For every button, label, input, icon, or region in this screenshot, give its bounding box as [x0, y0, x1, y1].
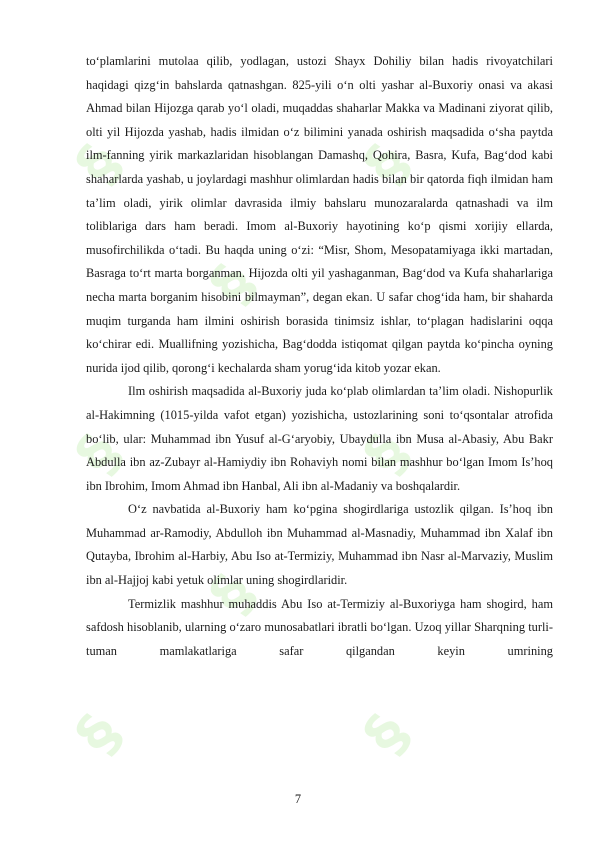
watermark-mark: § — [62, 422, 135, 486]
watermark-mark: § — [196, 252, 269, 316]
watermark-mark: § — [350, 422, 423, 486]
paragraph: to‘plamlarini mutolaa qilib, yodlagan, ustozi Shayx Dohiliy bilan hadis rivoyatchilari haqidagi qizg‘in bahslarda qatnashgan. 825-yili o‘n olti yashar al-Buxoriy onasi va akasi Ahmad bilan Hijozga qarab yo‘l oladi, muqaddas shaharlar Makka va Madinani ziyorat qilib, olti yil Hijozda yashab, hadis ilmidan o‘z bilimini yanada oshirish maqsadida o‘sha paytda ilm-fanning yirik markazlaridan hisoblangan Damashq, Qohira, Basra, Kufa, Bag‘dod kabi shaharlarda yashab, u joylardagi mashhur olimlardan hadis bilan bir qatorda fiqh ilmidan ham ta’lim oladi, yirik olimlar davrasida ilmiy bahslaru munozaralarda qatnashadi va ilm toliblariga dars ham beradi. Imom al-Buxoriy hayotining ko‘p qismi xorijiy ellarda, musofirchilikda o‘tadi. Bu haqda uning o‘zi: “Misr, Shom, Mesopatamiyaga ikki martadan, Basraga to‘rt marta borganman. Hijozda olti yil yashaganman, Bag‘dod va Kufa shaharlariga necha marta borganim hisobini bilmayman”, degan ekan. U safar chog‘ida ham, bir shaharda muqim turganda ham ilmini oshirish borasida tinimsiz ishlar, to‘plagan hadislarini oqqa ko‘chirar edi. Muallifning yozishicha, Bag‘dodda istiqomat qilgan paytda ko‘pincha oyning nurida ijod qilib, qorong‘i kechalarda sham yorug‘ida kitob yozar ekan. — [86, 54, 553, 375]
watermark-mark: § — [196, 562, 269, 626]
document-body — [86, 50, 553, 663]
paragraph: Termizlik mashhur muhaddis Abu Iso at-Termiziy al-Buxoriyga ham shogird, ham safdosh hisoblanib, ularning o‘zaro munosabatlari ibratli bo‘lgan. Uzoq yillar Sharqning turli-tuman mamlakatlariga safar qilgandan keyin umrining — [86, 596, 553, 658]
watermark-mark: § — [62, 702, 135, 766]
watermark-mark: § — [350, 132, 423, 196]
page-number: 7 — [294, 792, 302, 806]
watermark-mark: § — [350, 702, 423, 766]
paragraph: Ilm oshirish maqsadida al-Buxoriy juda ko‘plab olimlardan ta’lim oladi. Nishopurlik al-Hakimning (1015-yilda vafot etgan) yozishicha, ustozlarining soni to‘qsontalar atrofida bo‘lib, ular: Muhammad ibn Yusuf al-G‘aryobiy, Ubaydulla ibn Musa al-Abasiy, Abu Bakr Abdulla ibn az-Zubayr al-Hamiydiy ibn Rohaviyh nomi bilan mashhur bo‘lgan Imom Is’hoq ibn Ibrohim, Imom Ahmad ibn Hanbal, Ali ibn al-Madaniy va boshqalardir. — [86, 384, 553, 493]
watermark-mark: § — [62, 132, 135, 196]
paragraph: O‘z navbatida al-Buxoriy ham ko‘pgina shogirdlariga ustozlik qilgan. Is’hoq ibn Muhammad ar-Ramodiy, Abdulloh ibn Muhammad al-Masnadiy, Muhammad ibn Xalaf ibn Qutayba, Ibrohim al-Harbiy, Abu Iso at-Termiziy, Muhammad ibn Nasr al-Marvaziy, Muslim ibn al-Hajjoj kabi yetuk olimlar uning shogirdlaridir. — [86, 502, 553, 588]
